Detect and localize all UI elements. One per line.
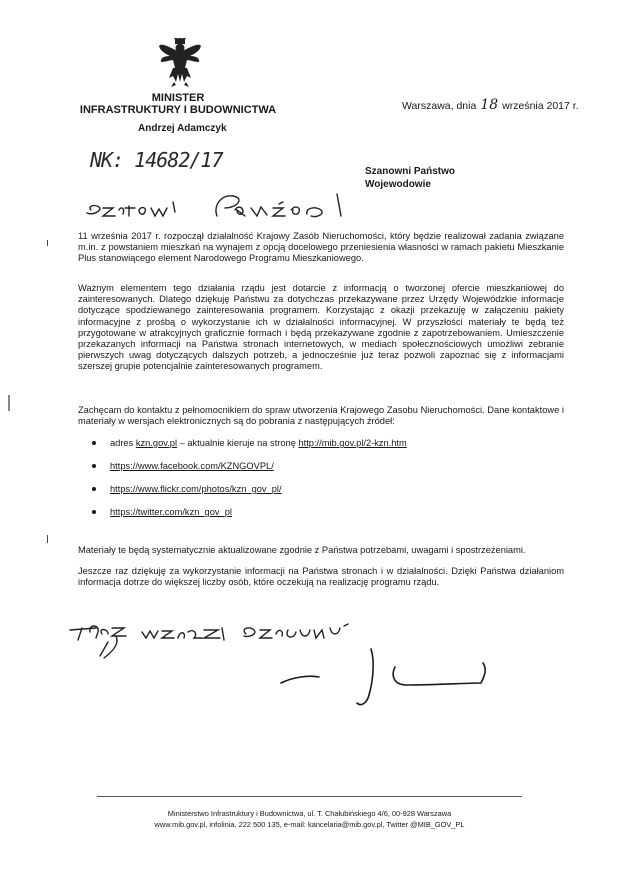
footer-line1: Ministerstwo Infrastruktury i Budownictwa, ul. T. Chałubińskiego 4/6, 00-928 Warszawa: [167, 809, 452, 818]
links-list: [92, 438, 407, 530]
ministry-line1: MINISTER: [151, 92, 205, 104]
bullet-icon: [92, 464, 96, 468]
footer-line2: www.mib.gov.pl, infolinia. 222 500 135, e-mail: kancelaria@mib.gov.pl, Twitter @MIB_GOV_PL: [154, 819, 465, 829]
place-date: [402, 97, 579, 113]
facebook-link[interactable]: https://www.facebook.com/KZNGOVPL/: [110, 461, 274, 471]
margin-mark: [47, 535, 48, 543]
list-item: [92, 461, 407, 471]
link1-prefix: adres: [110, 438, 136, 448]
recipient-line2: Wojewodowie: [365, 179, 431, 190]
minister-name: Andrzej Adamczyk: [138, 123, 227, 134]
twitter-link[interactable]: https://twitter.com/kzn_gov_pl: [110, 507, 232, 517]
list-item: [92, 438, 407, 448]
list-item: [92, 484, 407, 494]
ministry-name: [78, 92, 278, 116]
handwritten-salutation: [85, 188, 355, 224]
polish-eagle-emblem-icon: [158, 38, 202, 88]
date-suffix: września 2017 r.: [502, 100, 579, 112]
paragraph-1: 11 września 2017 r. rozpoczął działalność Krajowy Zasób Nieruchomości, który będzie realizował zadania związane m.in. z powstaniem mieszkań na wynajem z opcją docelowego przeniesienia własności w ramach pakietu Mieszkanie Plus stanowiącego element Narodowego Programu Mieszkaniowego.: [78, 231, 564, 264]
recipient: [365, 165, 455, 191]
reference-number-text: NK: 14682/17: [90, 148, 223, 172]
paragraph-3: Zachęcam do kontaktu z pełnomocnikiem do spraw utworzenia Krajowego Zasobu Nieruchomości. Dane kontaktowe i materiały w wersjach elektronicznych są do pobrania z następujących źródeł:: [78, 405, 564, 427]
kzn-link[interactable]: kzn.gov.pl: [135, 438, 178, 448]
footer: [97, 809, 522, 830]
recipient-line1: Szanowni Państwo: [365, 166, 456, 177]
bullet-icon: [92, 441, 96, 445]
date-day: 18: [480, 97, 499, 113]
paragraph-2: Ważnym elementem tego działania rządu jest dotarcie z informacją o tworzonej ofercie mieszkaniowej do zainteresowanych. Dlatego dziękuję Państwu za dotychczas przekazywane przez Urzędy Wojewódzkie informacje dotyczące spodziewanego zainteresowania programem. Korzystając z okazji przekazuję w załączeniu pakiety informacyjne z prośbą o wykorzystanie ich w działalności informacyjnej. W przyszłości materiały te będą też przygotowane w atrakcyjnych graficznie formach i będą przekazywane zgodnie z zapotrzebowaniem. Umieszczenie przekazanych informacji na Państwa stronach internetowych, w mediach społecznościowych umożliwi zebranie pierwszych uwag dotyczących dalszych potrzeb, a jednocześnie już teraz pozwoli zapoznać się z informacjami szerszej grupie potencjalnie zainteresowanych programem.: [78, 283, 564, 372]
mib-link[interactable]: http://mib.gov.pl/2-kzn.htm: [298, 438, 407, 448]
link1-mid: – aktualnie kieruje na stronę: [177, 438, 299, 448]
paragraph-4: Materiały te będą systematycznie aktualizowane zgodnie z Państwa potrzebami, uwagami i spostrzeżeniami.: [78, 545, 526, 555]
margin-mark: [47, 240, 48, 246]
paragraph-5: Jeszcze raz dziękuję za wykorzystanie informacji na Państwa stronach i w działalności. Dzięki Państwa działaniom informacja dotrze do większej liczby osób, które oczekują na realizację programu rządu.: [78, 566, 564, 588]
date-prefix: Warszawa, dnia: [402, 100, 477, 112]
bullet-icon: [92, 487, 96, 491]
signature: [275, 645, 515, 710]
bullet-icon: [92, 510, 96, 514]
flickr-link[interactable]: https://www.flickr.com/photos/kzn_gov_pl/: [110, 484, 282, 494]
footer-divider: [97, 796, 522, 797]
ministry-line2: INFRASTRUKTURY I BUDOWNICTWA: [79, 104, 277, 116]
scan-artifact: [8, 395, 11, 411]
list-item: [92, 507, 407, 517]
reference-number: [90, 148, 230, 176]
